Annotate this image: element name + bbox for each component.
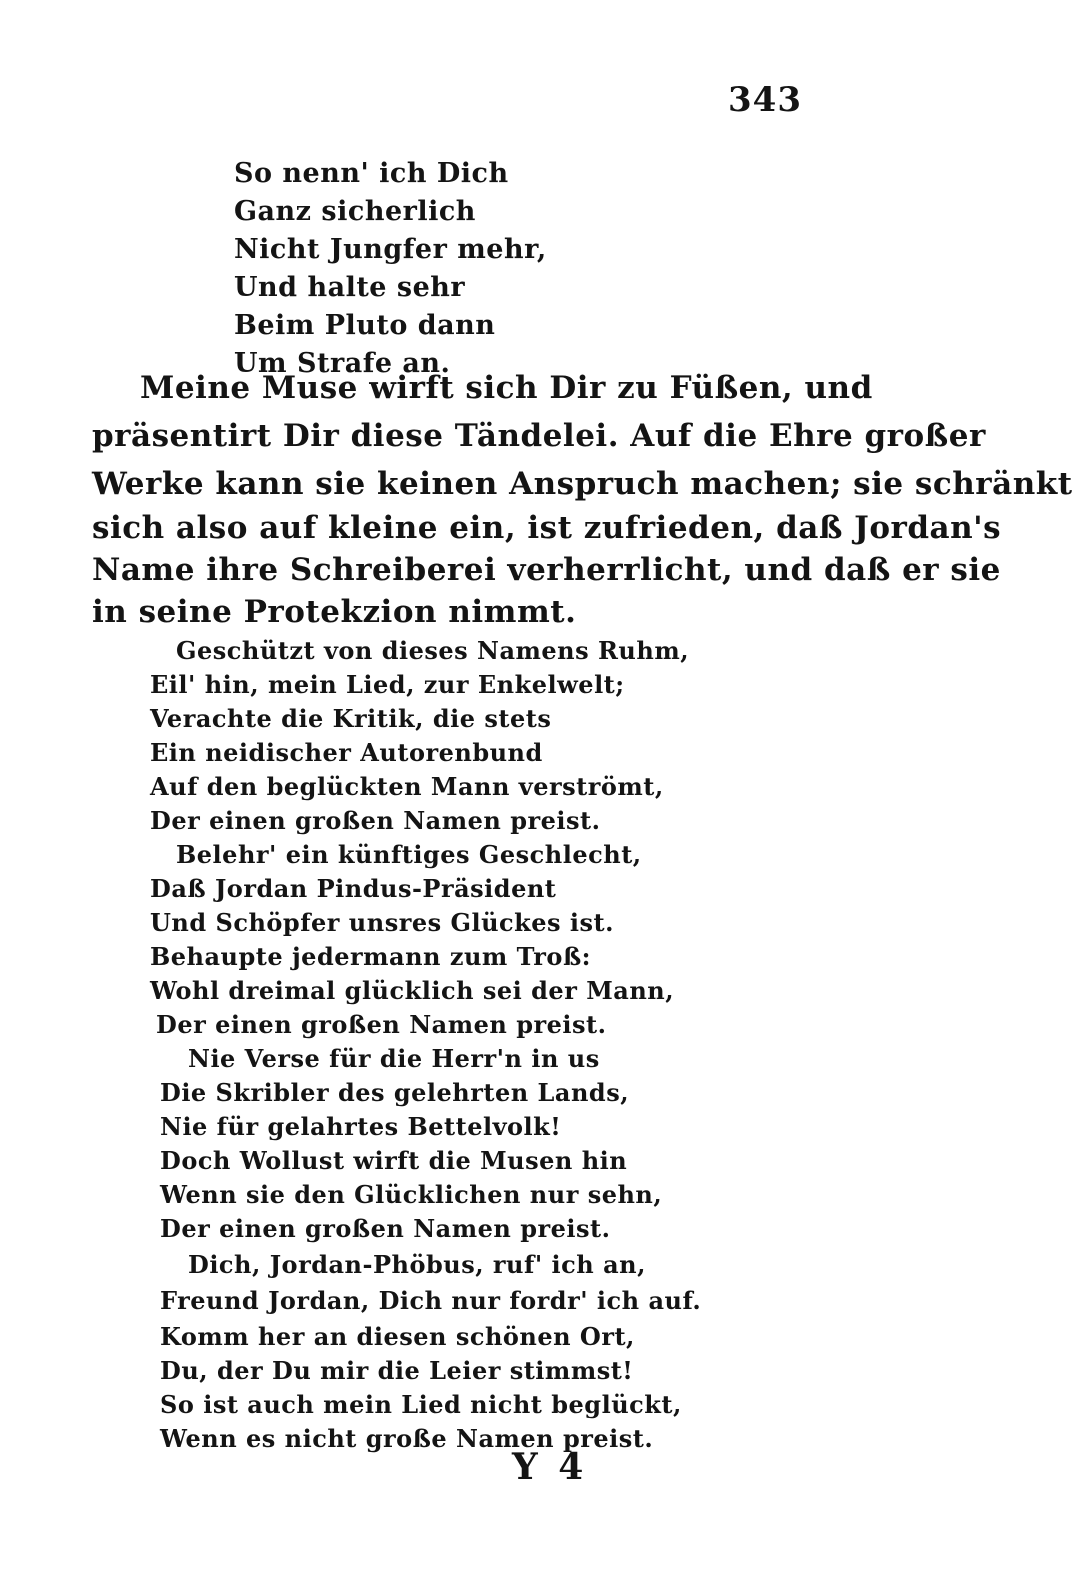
poem-line: Wenn es nicht große Namen preist. [160,1424,654,1453]
verse-line: Ganz sicherlich [234,196,476,227]
poem-line: Auf den beglückten Mann verströmt, [150,772,664,801]
poem-line: Dich, Jordan-Phöbus, ruf' ich an, [188,1250,646,1279]
verse-line: Nicht Jungfer mehr, [234,234,547,265]
poem-line: Eil' hin, mein Lied, zur Enkelwelt; [150,670,625,699]
signature-mark: Y 4 [512,1446,588,1488]
prose-line: Werke kann sie keinen Anspruch machen; sie schränkt [92,466,1073,502]
poem-line: Geschützt von dieses Namens Ruhm, [176,636,690,665]
poem-line: Freund Jordan, Dich nur fordr' ich auf. [160,1286,702,1315]
poem-line: Und Schöpfer unsres Glückes ist. [150,908,614,937]
prose-line: Meine Muse wirft sich Dir zu Füßen, und [140,370,873,406]
poem-line: Nie für gelahrtes Bettelvolk! [160,1112,562,1141]
prose-line: sich also auf kleine ein, ist zufrieden, daß Jordan's [92,510,1002,546]
poem-line: Wenn sie den Glücklichen nur sehn, [160,1180,663,1209]
prose-line: Name ihre Schreiberei verherrlicht, und daß er sie [92,552,1001,588]
poem-line: Daß Jordan Pindus-Präsident [150,874,557,903]
poem-line: Komm her an diesen schönen Ort, [160,1322,635,1351]
poem-line: So ist auch mein Lied nicht beglückt, [160,1390,682,1419]
page-number: 343 [728,80,802,120]
poem-line: Der einen großen Namen preist. [160,1214,611,1243]
verse-line: So nenn' ich Dich [234,158,509,189]
verse-line: Und halte sehr [234,272,466,303]
poem-line: Der einen großen Namen preist. [156,1010,607,1039]
poem-line: Doch Wollust wirft die Musen hin [160,1146,628,1175]
poem-line: Belehr' ein künftiges Geschlecht, [176,840,642,869]
poem-line: Behaupte jedermann zum Troß: [150,942,592,971]
poem-line: Der einen großen Namen preist. [150,806,601,835]
poem-line: Verachte die Kritik, die stets [150,704,552,733]
poem-line: Die Skribler des gelehrten Lands, [160,1078,630,1107]
prose-line: präsentirt Dir diese Tändelei. Auf die Ehre großer [92,418,986,454]
verse-line: Beim Pluto dann [234,310,496,341]
poem-line: Ein neidischer Autorenbund [150,738,543,767]
poem-line: Du, der Du mir die Leier stimmst! [160,1356,634,1385]
poem-line: Wohl dreimal glücklich sei der Mann, [150,976,675,1005]
poem-line: Nie Verse für die Herr'n in us [188,1044,600,1073]
verse-line: Um Strafe an. [234,348,451,379]
prose-line: in seine Protekzion nimmt. [92,594,577,630]
